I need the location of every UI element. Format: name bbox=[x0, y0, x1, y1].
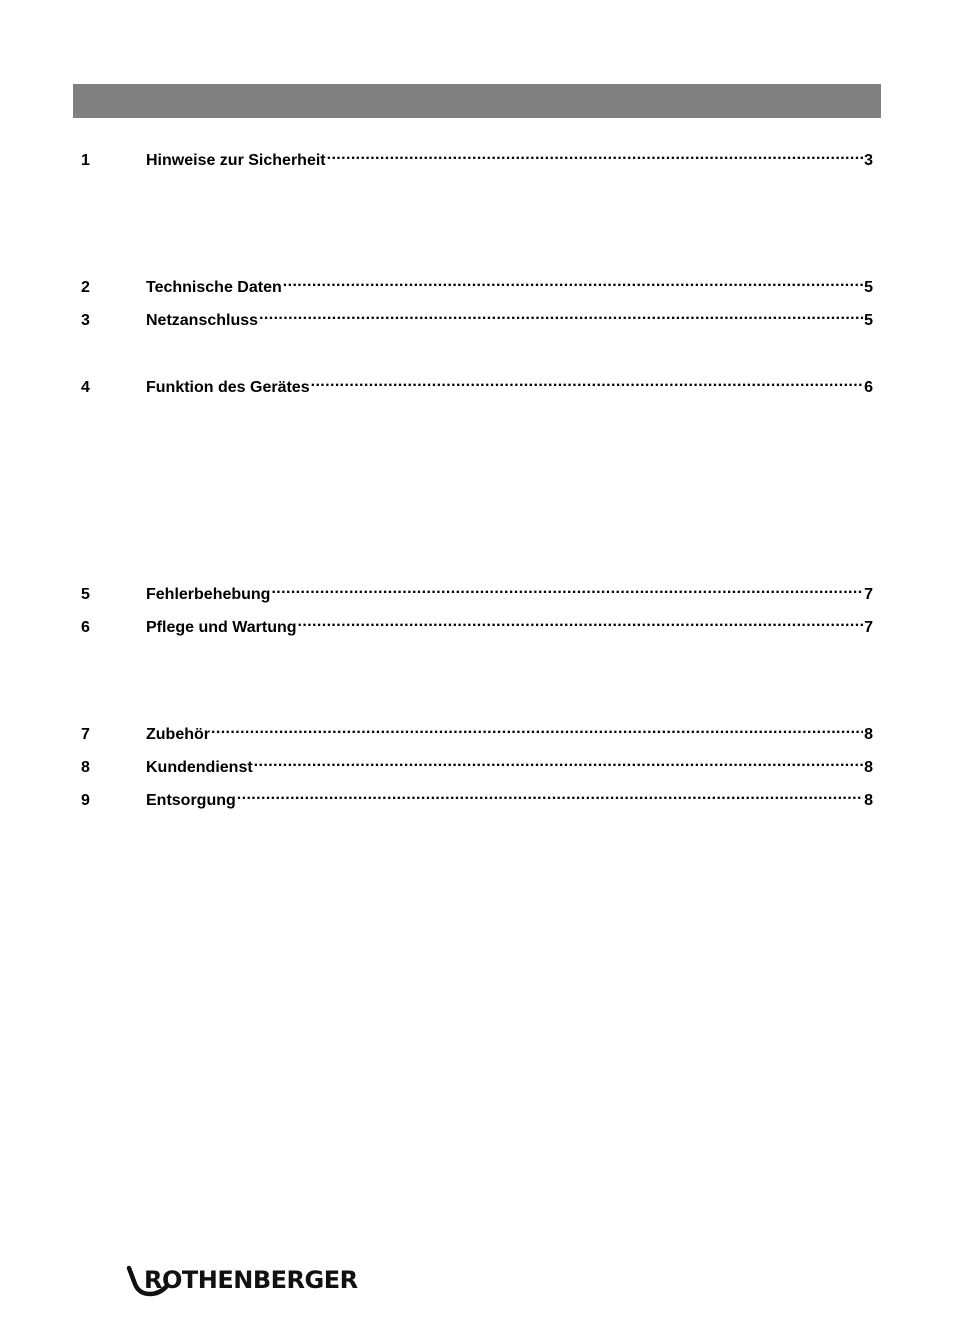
toc-entry-page: 7 bbox=[864, 619, 873, 636]
toc-entry-page: 5 bbox=[864, 279, 873, 296]
dot-leader bbox=[259, 305, 863, 325]
dot-leader bbox=[283, 272, 863, 292]
toc-entry[interactable] bbox=[81, 145, 873, 169]
dot-leader bbox=[311, 372, 864, 392]
toc-entry-page: 6 bbox=[864, 379, 873, 396]
toc-entry-title: Pflege und Wartung bbox=[146, 619, 297, 636]
dot-leader bbox=[237, 785, 863, 805]
dot-leader bbox=[327, 145, 863, 165]
toc-entry-number: 7 bbox=[81, 726, 90, 743]
toc-entry-page: 8 bbox=[864, 726, 873, 743]
toc-entry-title: Fehlerbehebung bbox=[146, 586, 271, 603]
toc-entry[interactable] bbox=[81, 579, 873, 603]
toc-entry[interactable] bbox=[81, 272, 873, 296]
dot-leader bbox=[254, 752, 863, 772]
toc-entry-page: 3 bbox=[864, 152, 873, 169]
dot-leader bbox=[211, 719, 863, 739]
toc-entry-title: Kundendienst bbox=[146, 759, 253, 776]
toc-entry[interactable] bbox=[81, 719, 873, 743]
toc-entry-page: 8 bbox=[864, 759, 873, 776]
toc-entry-number: 5 bbox=[81, 586, 90, 603]
toc-entry-title: Entsorgung bbox=[146, 792, 236, 809]
toc-entry-number: 9 bbox=[81, 792, 90, 809]
toc-entry-page: 7 bbox=[864, 586, 873, 603]
toc-entry-number: 6 bbox=[81, 619, 90, 636]
header-bar bbox=[73, 84, 881, 118]
toc-entry-number: 8 bbox=[81, 759, 90, 776]
toc-entry-title: Zubehör bbox=[146, 726, 210, 743]
toc-entry[interactable] bbox=[81, 785, 873, 809]
toc-entry[interactable] bbox=[81, 372, 873, 396]
toc-entry-number: 4 bbox=[81, 379, 90, 396]
toc-entry-title: Hinweise zur Sicherheit bbox=[146, 152, 326, 169]
toc-entry-title: Netzanschluss bbox=[146, 312, 259, 329]
toc-entry[interactable] bbox=[81, 305, 873, 329]
brand-name: ROTHENBERGER bbox=[144, 1266, 358, 1294]
toc-entry[interactable] bbox=[81, 612, 873, 636]
dot-leader bbox=[271, 579, 863, 599]
dot-leader bbox=[298, 612, 864, 632]
toc-entry-number: 3 bbox=[81, 312, 90, 329]
toc-entry-title: Funktion des Gerätes bbox=[146, 379, 310, 396]
toc-entry[interactable] bbox=[81, 752, 873, 776]
toc-entry-number: 1 bbox=[81, 152, 90, 169]
toc-entry-number: 2 bbox=[81, 279, 90, 296]
toc-entry-title: Technische Daten bbox=[146, 279, 282, 296]
toc-entry-page: 5 bbox=[864, 312, 873, 329]
toc-entry-page: 8 bbox=[864, 792, 873, 809]
brand-logo bbox=[126, 1262, 358, 1298]
